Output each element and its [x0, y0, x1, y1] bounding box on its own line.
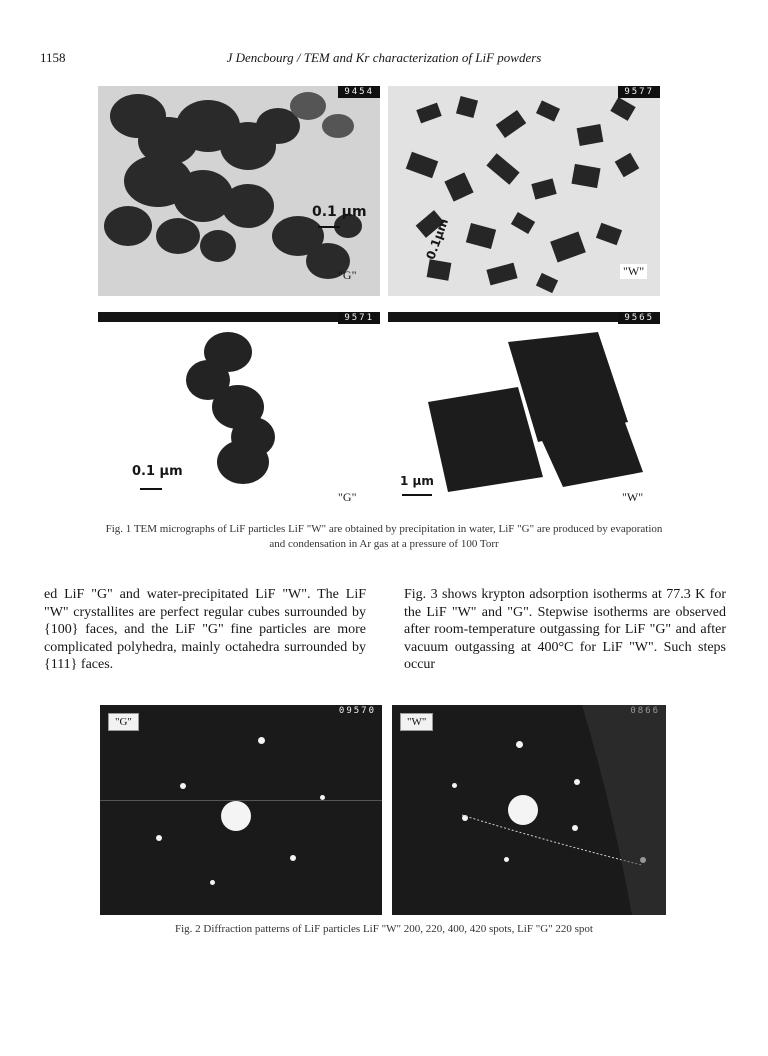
panel-label: "G" [108, 713, 139, 731]
caption-line: and condensation in Ar gas at a pressure of 100 Torr [269, 538, 499, 550]
running-head: J Dencbourg / TEM and Kr characterization of LiF powders [226, 50, 542, 65]
micrograph-w-top [388, 86, 660, 296]
diffraction-w [392, 705, 666, 915]
caption-line: Fig. 1 TEM micrographs of LiF particles LiF "W" are obtained by precipitation in water, LiF "G" are produced by evaporation [105, 523, 663, 535]
body-left-column: ed LiF "G" and water-precipitated LiF "W". The LiF "W" crystallites are perfect regular cubes surrounded by {100} faces, and the LiF "G" fine particles are more complicated polyhedra, mainly octahedra surrounded by {111} faces. [44, 587, 366, 673]
body-right-column: Fig. 3 shows krypton adsorption isotherms at 77.3 K for the LiF "W" and "G". Stepwise isotherms are observed after room-temperature outgassing for LiF "G" and after vacuum outgassing at 400°C for LiF "W". Such steps occur [404, 587, 726, 673]
diffraction-g [100, 705, 382, 915]
page-number: 1158 [40, 50, 66, 65]
diffraction-spot [180, 783, 186, 789]
diffraction-spot [156, 835, 162, 841]
panel-label: "W" [620, 264, 647, 279]
diffraction-spot [290, 855, 296, 861]
plate-number: 9565 [618, 312, 660, 324]
scale-label: 1 µm [400, 474, 434, 488]
particle-cluster-image [98, 86, 380, 296]
figure1-caption [40, 522, 728, 552]
scale-bar [318, 226, 340, 228]
panel-label: "G" [338, 490, 357, 504]
particle-chain-image [98, 312, 380, 510]
diffraction-spot [258, 737, 265, 744]
scale-label: 0.1µm [423, 216, 452, 262]
plate-number: 9454 [338, 86, 380, 98]
plate-number: 09570 [338, 706, 376, 716]
scale-label: 0.1 µm [312, 204, 367, 220]
diffraction-spot [210, 880, 215, 885]
central-spot [221, 801, 251, 831]
panel-label: "G" [338, 268, 357, 282]
micrograph-w-bottom [388, 312, 660, 510]
scale-label: 0.1 µm [132, 464, 183, 479]
scale-bar [402, 494, 432, 496]
panel-label: "W" [400, 713, 433, 731]
panel-label: "W" [622, 490, 644, 504]
figure2-caption: Fig. 2 Diffraction patterns of LiF particles LiF "W" 200, 220, 400, 420 spots, LiF "G" 220 spot [174, 923, 593, 935]
micrograph-g-bottom [98, 312, 380, 510]
plate-number: 9571 [338, 312, 380, 324]
plate-number: 9577 [618, 86, 660, 98]
scale-bar [140, 488, 162, 490]
streak-line [392, 705, 666, 915]
micrograph-g-top [98, 86, 380, 296]
